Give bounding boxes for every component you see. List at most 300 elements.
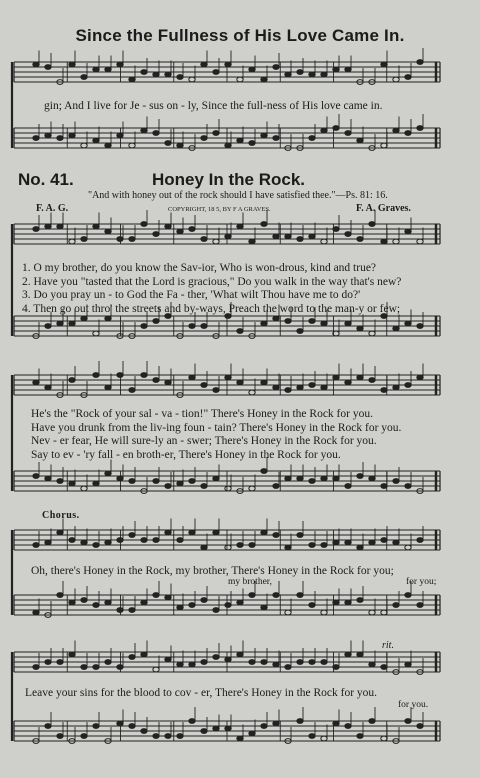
note-head <box>381 665 387 670</box>
note-head <box>189 77 195 82</box>
note-head <box>153 72 159 77</box>
note-head <box>273 721 279 726</box>
note-head <box>225 486 231 491</box>
note-head <box>225 726 231 731</box>
chorus-line-2: Leave your sins for the blood to cov - er, There's Honey in the Rock for you. <box>25 687 378 699</box>
note-head <box>285 319 291 324</box>
note-head <box>309 319 315 324</box>
note-head <box>153 734 159 739</box>
note-head <box>381 736 387 741</box>
note-head <box>381 484 387 489</box>
verse-line: Have you drunk from the liv-ing foun - tain? There's Honey in the Rock for you. <box>31 421 402 434</box>
verse-line: 2. Have you "tasted that the Lord is gracious," Do you walk in the way that's new? <box>22 275 402 288</box>
verse-line: 1. O my brother, do you know the Sav-ior, Who is won-drous, kind and true? <box>22 262 377 274</box>
note-head <box>105 316 111 321</box>
note-head <box>153 232 159 237</box>
note-head <box>81 665 87 670</box>
note-head <box>81 237 87 242</box>
note-head <box>45 476 51 481</box>
note-head <box>93 67 99 72</box>
note-head <box>237 224 243 229</box>
note-head <box>249 141 255 146</box>
note-head <box>261 380 267 385</box>
note-head <box>93 373 99 378</box>
note-head <box>201 660 207 665</box>
note-head <box>165 595 171 600</box>
hymn-title: Honey In the Rock. <box>152 170 306 189</box>
note-head <box>69 378 75 383</box>
note-head <box>213 70 219 75</box>
note-head <box>273 662 279 667</box>
note-head <box>201 62 207 67</box>
note-head <box>81 540 87 545</box>
note-head <box>261 222 267 227</box>
note-head <box>93 224 99 229</box>
note-head <box>81 734 87 739</box>
hymn-number: No. 41. <box>18 170 74 189</box>
note-head <box>129 608 135 613</box>
note-head <box>57 479 63 484</box>
top-song-title: Since the Fullness of His Love Came In. <box>75 26 405 45</box>
note-head <box>393 326 399 331</box>
note-head <box>285 234 291 239</box>
note-head <box>261 77 267 82</box>
note-head <box>417 375 423 380</box>
note-head <box>285 665 291 670</box>
note-head <box>381 610 387 615</box>
note-head <box>357 237 363 242</box>
note-head <box>249 731 255 736</box>
top-song-lyric: gin; And I live for Je - sus on - ly, Since the full-ness of His love came in. <box>44 100 383 112</box>
chorus-echo-my-brother: my brother, <box>228 577 272 587</box>
note-head <box>333 375 339 380</box>
note-head <box>393 540 399 545</box>
note-head <box>345 724 351 729</box>
note-head <box>153 479 159 484</box>
note-head <box>297 237 303 242</box>
note-head <box>201 729 207 734</box>
note-head <box>153 593 159 598</box>
note-head <box>345 652 351 657</box>
note-head <box>129 724 135 729</box>
note-head <box>177 481 183 486</box>
note-head <box>225 657 231 662</box>
note-head <box>45 324 51 329</box>
note-head <box>177 143 183 148</box>
note-head <box>369 610 375 615</box>
note-head <box>309 603 315 608</box>
note-head <box>33 665 39 670</box>
note-head <box>393 603 399 608</box>
note-head <box>273 316 279 321</box>
note-head <box>405 321 411 326</box>
note-head <box>213 726 219 731</box>
note-head <box>69 321 75 326</box>
note-head <box>129 655 135 660</box>
note-head <box>393 128 399 133</box>
note-head <box>321 610 327 615</box>
note-head <box>393 385 399 390</box>
verse-line: 4. Then go out thro' the streets and by-ways, Preach the word to the man-y or few; <box>22 302 401 315</box>
note-head <box>153 378 159 383</box>
note-head <box>69 652 75 657</box>
note-head <box>405 662 411 667</box>
note-head <box>249 660 255 665</box>
note-head <box>201 237 207 242</box>
note-head <box>129 388 135 393</box>
note-head <box>297 533 303 538</box>
note-head <box>405 229 411 234</box>
verse-line: Say to ev - 'ry fall - en broth-er, There's Honey in the Rock for you. <box>31 448 341 461</box>
note-head <box>417 60 423 65</box>
note-head <box>357 652 363 657</box>
note-head <box>57 530 63 535</box>
note-head <box>105 540 111 545</box>
note-head <box>273 593 279 598</box>
note-head <box>333 540 339 545</box>
note-head <box>249 239 255 244</box>
note-head <box>57 734 63 739</box>
note-head <box>105 143 111 148</box>
note-head <box>321 321 327 326</box>
note-head <box>117 608 123 613</box>
note-head <box>45 385 51 390</box>
note-head <box>69 600 75 605</box>
note-head <box>345 232 351 237</box>
note-head <box>225 603 231 608</box>
note-head <box>357 138 363 143</box>
note-head <box>345 67 351 72</box>
note-head <box>369 476 375 481</box>
note-head <box>33 610 39 615</box>
note-head <box>69 481 75 486</box>
note-head <box>153 538 159 543</box>
note-head <box>129 237 135 242</box>
note-head <box>333 665 339 670</box>
note-head <box>369 719 375 724</box>
note-head <box>177 229 183 234</box>
note-head <box>237 138 243 143</box>
note-head <box>165 530 171 535</box>
note-head <box>165 224 171 229</box>
note-head <box>333 721 339 726</box>
note-head <box>261 469 267 474</box>
note-head <box>165 657 171 662</box>
note-head <box>369 331 375 336</box>
note-head <box>273 65 279 70</box>
note-head <box>417 239 423 244</box>
note-head <box>249 390 255 395</box>
note-head <box>297 660 303 665</box>
note-head <box>117 62 123 67</box>
note-head <box>45 724 51 729</box>
note-head <box>201 324 207 329</box>
note-head <box>357 734 363 739</box>
note-head <box>57 660 63 665</box>
note-head <box>333 67 339 72</box>
note-head <box>189 662 195 667</box>
note-head <box>117 538 123 543</box>
note-head <box>309 136 315 141</box>
note-head <box>129 479 135 484</box>
note-head <box>81 143 87 148</box>
note-head <box>321 736 327 741</box>
note-head <box>297 476 303 481</box>
note-head <box>381 239 387 244</box>
ritardando-mark: rit. <box>382 640 394 651</box>
note-head <box>105 229 111 234</box>
note-head <box>141 128 147 133</box>
note-head <box>273 136 279 141</box>
note-head <box>237 329 243 334</box>
note-head <box>369 222 375 227</box>
note-head <box>369 540 375 545</box>
note-head <box>297 593 303 598</box>
note-head <box>69 538 75 543</box>
note-head <box>417 538 423 543</box>
note-head <box>81 486 87 491</box>
note-head <box>93 603 99 608</box>
note-head <box>105 471 111 476</box>
note-head <box>189 719 195 724</box>
note-head <box>57 321 63 326</box>
note-head <box>69 133 75 138</box>
note-head <box>213 239 219 244</box>
note-head <box>333 476 339 481</box>
note-head <box>357 545 363 550</box>
note-head <box>93 331 99 336</box>
note-head <box>261 724 267 729</box>
note-head <box>225 62 231 67</box>
note-head <box>177 75 183 80</box>
note-head <box>33 62 39 67</box>
note-head <box>261 605 267 610</box>
note-head <box>405 719 411 724</box>
note-head <box>417 724 423 729</box>
note-head <box>213 530 219 535</box>
note-head <box>141 70 147 75</box>
note-head <box>381 62 387 67</box>
verse-line: He's the "Rock of your sal - va - tion!" There's Honey in the Rock for you. <box>31 408 373 420</box>
note-head <box>261 660 267 665</box>
note-head <box>333 600 339 605</box>
note-head <box>357 326 363 331</box>
chorus-echo-for-you: for you; <box>406 577 437 587</box>
note-head <box>141 324 147 329</box>
note-head <box>321 72 327 77</box>
note-head <box>165 380 171 385</box>
note-head <box>45 540 51 545</box>
note-head <box>153 131 159 136</box>
note-head <box>285 72 291 77</box>
note-head <box>285 388 291 393</box>
note-head <box>129 143 135 148</box>
note-head <box>93 138 99 143</box>
note-head <box>393 479 399 484</box>
note-head <box>117 237 123 242</box>
note-head <box>57 136 63 141</box>
composer-name: F. A. Graves. <box>356 203 411 214</box>
note-head <box>45 65 51 70</box>
note-head <box>213 608 219 613</box>
chorus-echo-for-you-end: for you. <box>398 700 429 710</box>
note-head <box>405 383 411 388</box>
note-head <box>45 224 51 229</box>
note-head <box>105 67 111 72</box>
note-head <box>357 375 363 380</box>
note-head <box>105 600 111 605</box>
note-head <box>357 474 363 479</box>
note-head <box>57 593 63 598</box>
note-head <box>285 476 291 481</box>
note-head <box>261 133 267 138</box>
note-head <box>225 234 231 239</box>
note-head <box>165 72 171 77</box>
note-head <box>225 375 231 380</box>
note-head <box>309 543 315 548</box>
note-head <box>93 481 99 486</box>
note-head <box>297 385 303 390</box>
note-head <box>345 484 351 489</box>
note-head <box>141 729 147 734</box>
note-head <box>261 530 267 535</box>
note-head <box>33 543 39 548</box>
note-head <box>405 131 411 136</box>
note-head <box>321 128 327 133</box>
note-head <box>381 143 387 148</box>
note-head <box>105 385 111 390</box>
note-head <box>405 593 411 598</box>
note-head <box>33 474 39 479</box>
note-head <box>189 227 195 232</box>
chorus-label: Chorus. <box>42 510 80 521</box>
note-head <box>141 652 147 657</box>
note-head <box>345 380 351 385</box>
note-head <box>237 380 243 385</box>
note-head <box>189 324 195 329</box>
note-head <box>321 543 327 548</box>
note-head <box>309 72 315 77</box>
note-head <box>237 77 243 82</box>
note-head <box>153 667 159 672</box>
note-head <box>309 660 315 665</box>
scripture-reference: "And with honey out of the rock should I have satisfied thee."—Ps. 81: 16. <box>88 190 388 201</box>
note-head <box>273 484 279 489</box>
note-head <box>93 724 99 729</box>
note-head <box>177 662 183 667</box>
note-head <box>405 484 411 489</box>
note-head <box>393 77 399 82</box>
verse-line: Nev - er fear, He will sure-ly an - swer; There's Honey in the Rock for you. <box>31 435 377 447</box>
note-head <box>33 380 39 385</box>
note-head <box>129 533 135 538</box>
note-head <box>321 385 327 390</box>
note-head <box>273 533 279 538</box>
author-initials: F. A. G. <box>36 203 69 214</box>
note-head <box>189 603 195 608</box>
note-head <box>165 734 171 739</box>
note-head <box>369 378 375 383</box>
note-head <box>93 665 99 670</box>
note-head <box>285 545 291 550</box>
note-head <box>261 321 267 326</box>
note-head <box>177 605 183 610</box>
note-head <box>201 136 207 141</box>
note-head <box>57 224 63 229</box>
note-head <box>45 660 51 665</box>
note-head <box>189 375 195 380</box>
note-head <box>213 655 219 660</box>
note-head <box>381 388 387 393</box>
note-head <box>81 316 87 321</box>
note-head <box>249 67 255 72</box>
note-head <box>345 131 351 136</box>
note-head <box>105 660 111 665</box>
note-head <box>273 385 279 390</box>
note-head <box>321 476 327 481</box>
note-head <box>237 600 243 605</box>
note-head <box>405 75 411 80</box>
note-head <box>393 239 399 244</box>
note-head <box>309 383 315 388</box>
note-head <box>45 133 51 138</box>
note-head <box>69 62 75 67</box>
note-head <box>117 373 123 378</box>
note-head <box>237 543 243 548</box>
note-head <box>81 598 87 603</box>
note-head <box>93 543 99 548</box>
note-head <box>117 133 123 138</box>
note-head <box>33 136 39 141</box>
note-head <box>345 600 351 605</box>
note-head <box>285 610 291 615</box>
note-head <box>33 227 39 232</box>
note-head <box>381 538 387 543</box>
note-head <box>297 329 303 334</box>
note-head <box>417 324 423 329</box>
note-head <box>177 734 183 739</box>
note-head <box>117 476 123 481</box>
note-head <box>249 543 255 548</box>
note-head <box>225 143 231 148</box>
note-head <box>165 484 171 489</box>
note-head <box>141 600 147 605</box>
note-head <box>201 598 207 603</box>
note-head <box>417 126 423 131</box>
note-head <box>309 479 315 484</box>
note-head <box>333 227 339 232</box>
copyright-notice: COPYRIGHT, 18 5, BY F A GRAVES. <box>168 206 271 213</box>
note-head <box>273 234 279 239</box>
note-head <box>405 545 411 550</box>
note-head <box>213 131 219 136</box>
note-head <box>357 598 363 603</box>
note-head <box>129 77 135 82</box>
note-head <box>309 234 315 239</box>
note-head <box>321 660 327 665</box>
note-head <box>345 540 351 545</box>
note-head <box>321 239 327 244</box>
note-head <box>201 484 207 489</box>
note-head <box>417 603 423 608</box>
note-head <box>201 545 207 550</box>
note-head <box>141 373 147 378</box>
note-head <box>237 736 243 741</box>
note-head <box>141 222 147 227</box>
note-head <box>309 734 315 739</box>
note-head <box>225 545 231 550</box>
chorus-line-1: Oh, there's Honey in the Rock, my brother, There's Honey in the Rock for you; <box>31 565 394 577</box>
